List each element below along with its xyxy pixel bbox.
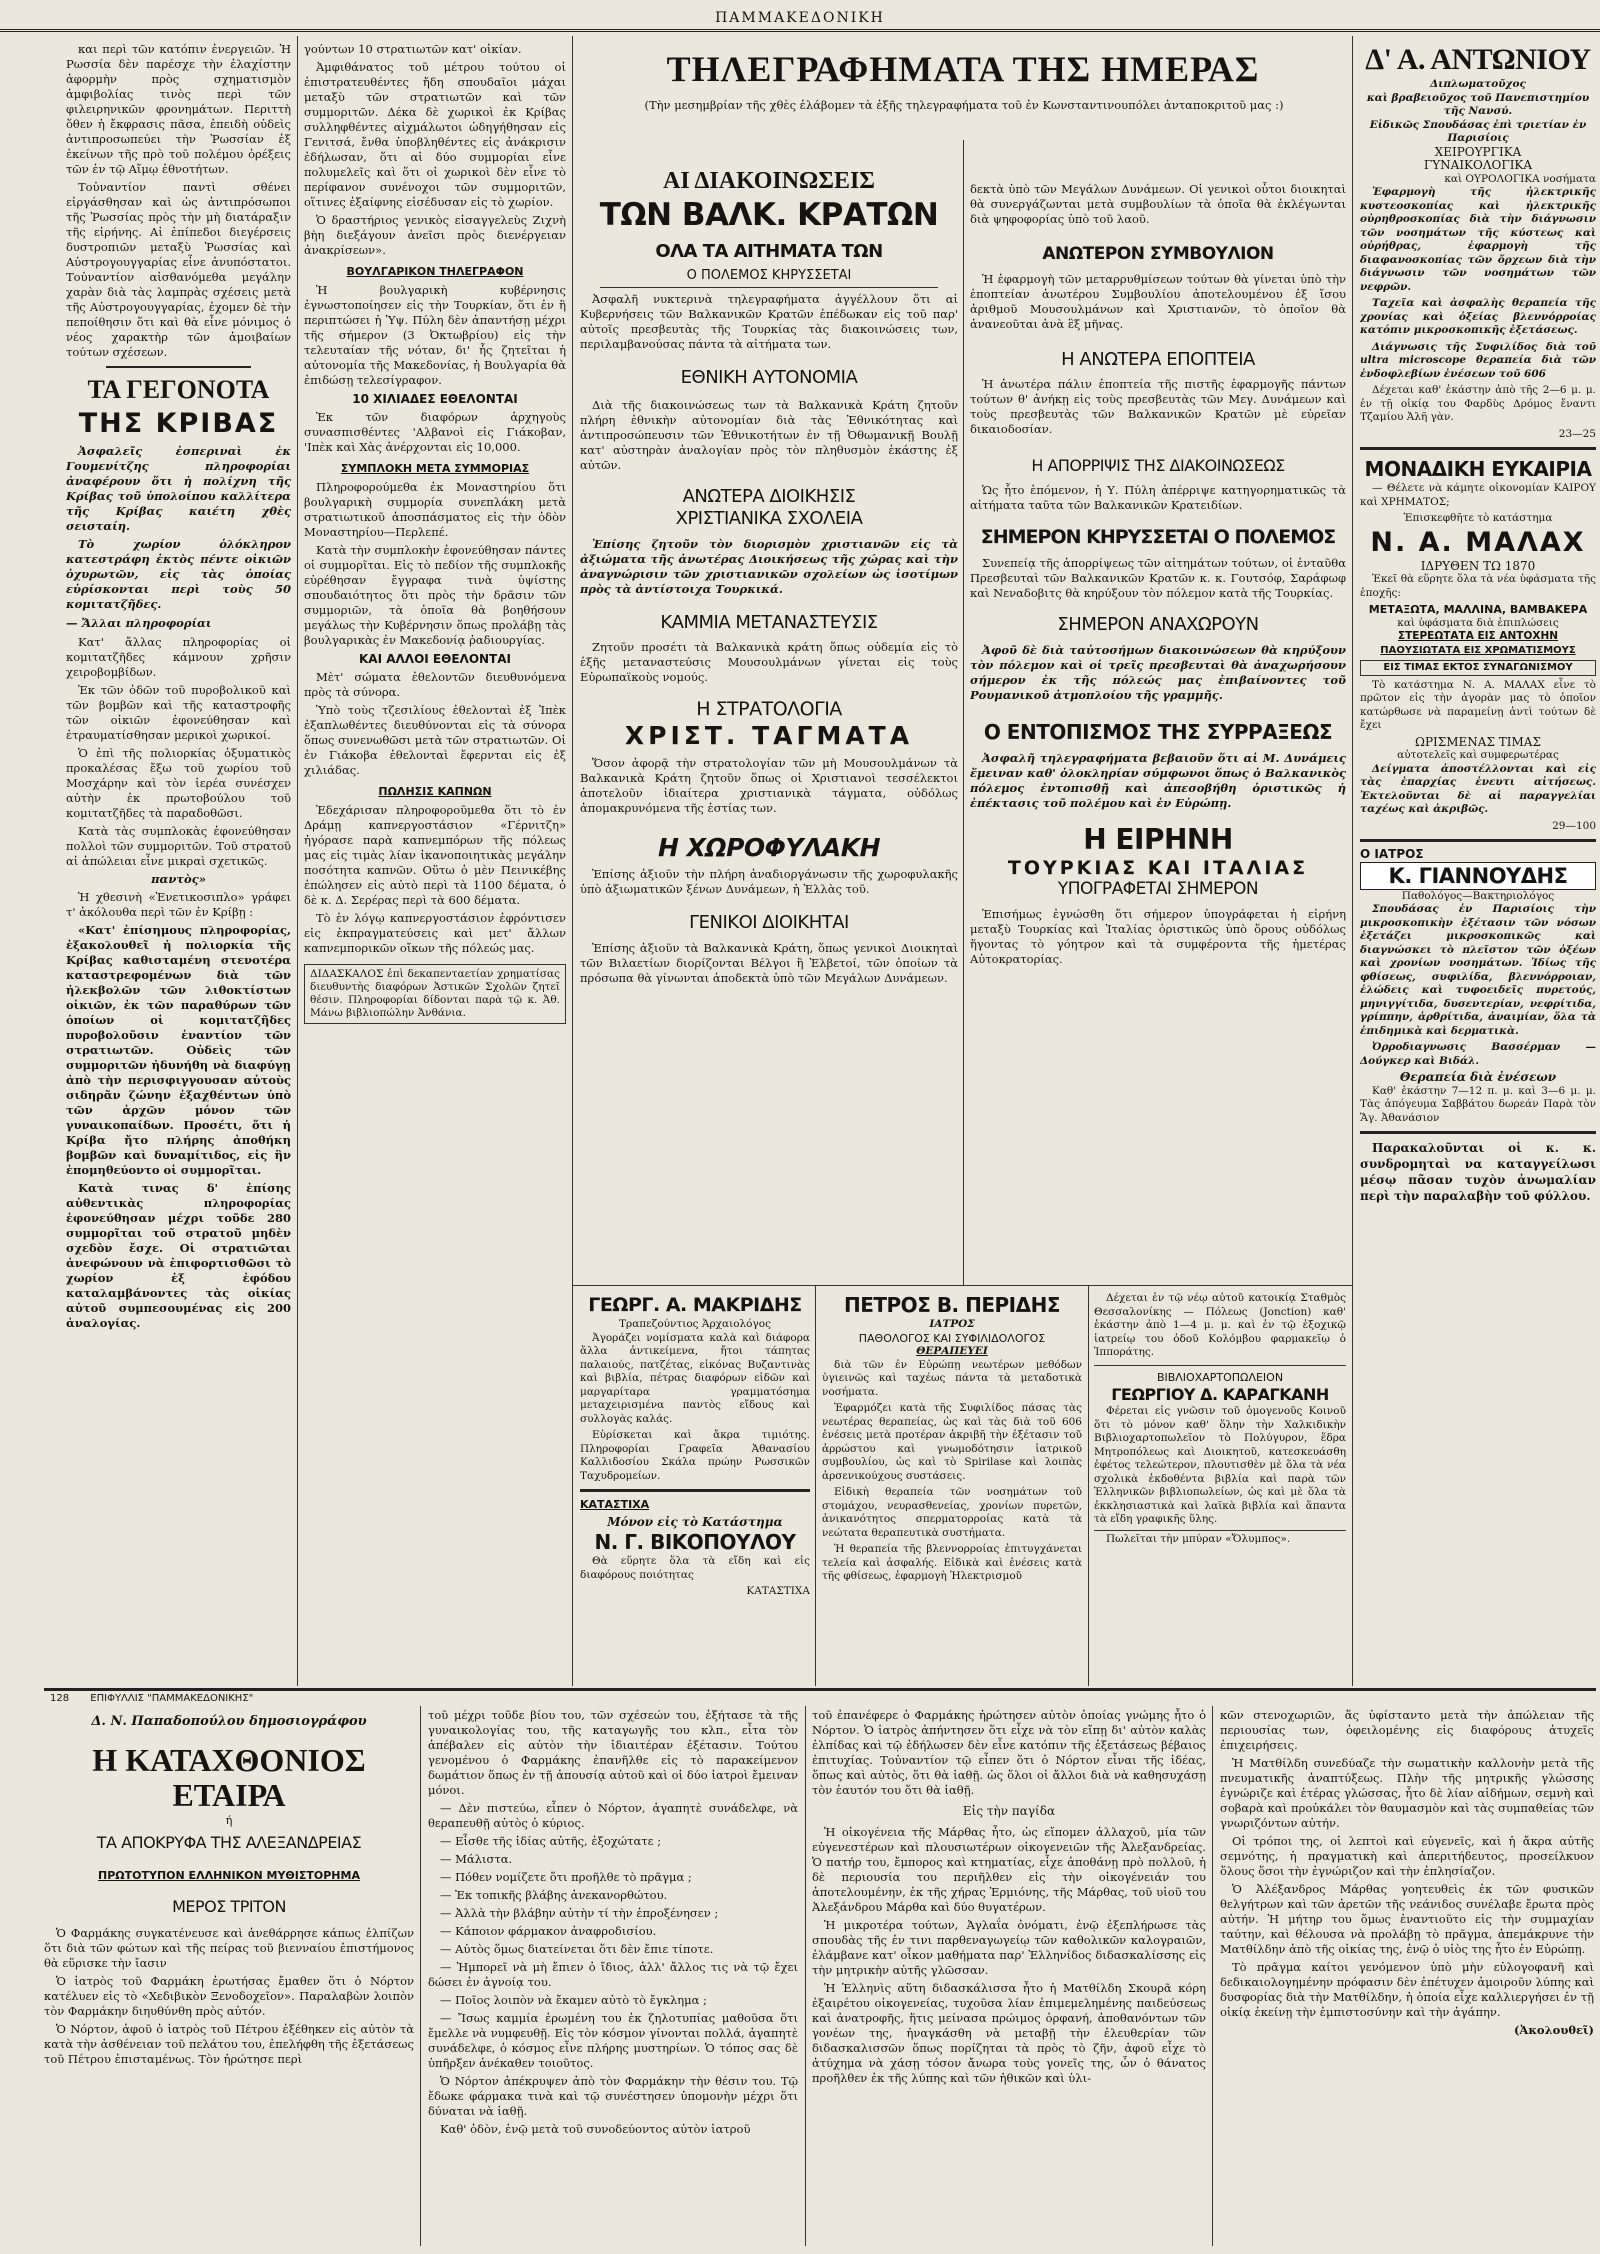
story-paragraph: Τὸ πρᾶγμα καίτοι γενόμενον ὑπὸ μὴν εὐλογοφανῆ καὶ δεδικαιολογημένην πρόφασιν δὲν ἐπέτυχεν ἁμοιροῦν λύπης καὶ δυσφορίας διὰ τὴν Ματθίλδην, ἡ ὁποία εἶχε καλλιεργήσει ἐν τῇ οἰκίᾳ ἐκείνῃ τὴν ἐμπιστοσύνην καὶ τὴν ἀγάπην. (1220, 1960, 1594, 2019)
article-paragraph: Κατὰ τὰς συμπλοκὰς ἐφονεύθησαν πολλοὶ τῶν συμμοριτῶν. Τοῦ στρατοῦ αἱ ἀπώλειαι εἶνε μικραὶ σχετικῶς. (66, 824, 291, 869)
ad-line: καὶ ΟΥΡΟΛΟΓΙΚΑ νοσήματα (1444, 172, 1596, 185)
story-dialogue: — Μάλιστα. (440, 1852, 513, 1866)
story-dialogue: — Ἠμπορεῖ νὰ μὴ ἔπιεν ὁ ἴδιος, ἀλλ' ἄλλος τις νὰ τῷ ἔχει δώσει ἐν ἀγνοίᾳ του. (428, 1960, 798, 1989)
ad-code: 23—25 (1558, 427, 1596, 440)
story-paragraph: Ὁ Νόρτον ἀπέκρυψεν ἀπὸ τὸν Φαρμάκην τὴν θέσιν του. Τῷ ἔδωκε φάρμακα τινὰ καὶ τῷ συνέστησεν ὑπομονὴν μέχρι ὅτι δύναται νὰ ἰαθῇ. (428, 2074, 798, 2118)
column-rule (963, 140, 964, 1285)
article-paragraph: και περὶ τῶν κατόπιν ἐνεργειῶν. Ἡ Ρωσσία δὲν παρέσχε τὴν ἐλαχίστην ἀφορμὴν πρὸς σχηματισμὸν ἀμφιβολίας τινὸς περὶ τῶν φιλειρηνικῶν φρονημάτων. Περιττὴ ὅθεν ἡ ἔκφρασις πᾶσα, ἐπειδὴ οὐδεὶς ἀντιπροσωπεύει τὴν Ῥωσσίαν ἐξ ἐκείνων τῆς πρὸ τοῦ πολέμου ὀρέξεις τῶν ἐν τῷ Αἴμῳ ἐθνοτήτων. (66, 42, 291, 176)
masthead (0, 8, 1600, 32)
article-paragraph: Ἐπίσης ζητοῦν τὸν διορισμὸν χριστιανῶν εἰς τὰ ἀξιώματα τῆς ἀνωτέρας Διοικήσεως τῆς χώρας καὶ τὴν ἀναγνώρισιν τῶν χριστιανικῶν σχολείων ὡς ἰσοτίμων πρὸς τὰ ἀντίστοιχα Τουρκικά. (580, 536, 958, 596)
masthead-title: ΠΑΜΜΑΚΕΔΟΝΙΚΗ (715, 10, 885, 26)
article-paragraph: Ἡ χθεσινὴ «Ἐνετικοσιπλο» γράφει τ' ἀκόλουθα περὶ τῶν ἐν Κρίβῃ : (66, 890, 291, 920)
article-paragraph: Ἡ βουλγαρικὴ κυβέρνησις ἐγνωστοποίησεν εἰς τὴν Τουρκίαν, ὅτι ἐν ἣ περιπτώσει ἡ Ὑψ. Πύλη δὲν ἀπαντήσῃ μέχρι τῆς σήμερον (3 Ὀκτωβρίου) εἰς τὴν τελευταίαν τῆς νόταν, δι' ἧς ζητεῖται ἡ αὐτονομία τῆς Μακεδονίας, ἡ Βουλγαρία θὰ ἐπιδώσῃ τελεσίγραφον. (304, 283, 566, 387)
article-paragraph: Ἐπίσης ἀξιοῦν τὴν πλήρη ἀναδιοργάνωσιν τῆς χωροφυλακῆς ὑπὸ ἀξιωματικῶν ξένων Δυνάμεων, ἡ Ἑλλὰς τοῦ. (580, 867, 958, 897)
continued-note: (Ἀκολουθεῖ) (1513, 2023, 1594, 2037)
column-rule (1212, 1706, 1213, 2246)
article-paragraph: Συνεπείᾳ τῆς ἀπορρίψεως τῶν αἰτημάτων τούτων, οἱ ἐνταῦθα Πρεσβευταὶ τῶν Βαλκανικῶν Κρατῶν κ. κ. Γουτσόφ, Σαράφωφ καὶ Νεναδοβιτς θὰ κηρύξουν τὸν πόλεμον κατὰ τῆς Τουρκίας. (970, 555, 1346, 600)
story-paragraph: τοῦ ἐπανέφερε ὁ Φαρμάκης ἠρώτησεν αὐτὸν ὁποίας γνώμης ἦτο ὁ Νόρτον. Ὁ ἰατρὸς ἀπήντησεν ὅτι εἶχε νὰ τὸν εἴπῃ δι' αὐτὸν καλὰς ἐλπίδας καὶ τῷ ἐδήλωσεν δὲν εἶνε κατόπιν τῆς ἐξετάσεως βέβαιος ἐπιτυχίας. Τοὐναντίον τῷ εἶπεν ὅτι ὁ Νόρτον εἶναι τῆς ἰδέας, ὅπως καὶ αὐτὸς, ὅτι θὰ ἰαθῇ. ὡς ὅλοι οἱ ἄλλοι διὰ νὰ καθησυχάσῃ τὸν ἑαυτόν του ὅτι θὰ ἰαθῇ. (812, 1708, 1206, 1797)
article-paragraph: Ἀσφαλῆ νυκτερινὰ τηλεγραφήματα ἀγγέλλουν ὅτι αἱ Κυβερνήσεις τῶν Βαλκανικῶν Κρατῶν ἐπέδωκαν εἰς τοῦ παρ' αὐτοῖς πρεσβευτὰς τῆς Τουρκίας τὰς διακοινώσεις των, περιλαμβανούσας πάντα τὰ αἰτήματα των. (580, 292, 958, 352)
story-dialogue: — Ἐκ τοπικῆς βλάβης ἀνεκανορθώτου. (440, 1888, 668, 1902)
ad-paragraph: Ἐκεῖ θὰ εὕρητε ὅλα τὰ νέα ὑφάσματα τῆς ἐποχῆς: (1360, 573, 1596, 599)
story-dialogue: — Πόθεν νομίζετε ὅτι προῆλθε τὸ πρᾶγμα ; (440, 1870, 692, 1884)
column-5-ads (1360, 42, 1596, 1682)
column-2 (304, 42, 566, 1682)
ad-heading: ΜΟΝΑΔΙΚΗ ΕΥΚΑΙΡΙΑ (1364, 457, 1592, 481)
ad-karagkani (1094, 1292, 1346, 1684)
ad-line: Εἰδικῶς Σπουδάσας ἐπὶ τριετίαν ἐν Παρισίοις (1369, 118, 1587, 144)
ad-heading: ΓΕΩΡΓ. Α. ΜΑΚΡΙΔΗΣ (588, 1294, 802, 1316)
serial-title: Η ΚΑΤΑΧΘΟΝΙΟΣ ΕΤΑΙΡΑ (92, 1742, 366, 1814)
article-paragraph: Ἐπίσης ἀξιοῦν τὰ Βαλκανικὰ Κράτη, ὅπως γενικοὶ Διοικηταὶ τῶν Βιλαετίων διορίζονται Βέλγοι ἢ Ἑλβετοί, τῶν ὁποίων τὰ πρόσωπα θὰ γίνωνται ἀποδεκτὰ ὑπὸ τῶν Μεγάλων Δυνάμεων. (580, 941, 958, 986)
column-rule (572, 36, 573, 1686)
article-paragraph: Τὸ ἐν λόγῳ καπνεργοστάσιον ἐφρόντισεν εἰς ἐκπραγματεύσεις καὶ μετ' ἄλλων καπνεμπορικῶν οἴκων τῆς πόλεώς μας. (304, 911, 566, 955)
headline: ΤΩΝ ΒΑΛΚ. ΚΡΑΤΩΝ (599, 197, 939, 234)
story-paragraph: Ὁ Φαρμάκης συγκατένευσε καὶ ἀνεθάρρησε κάπως ἐλπίζων ὅτι διὰ τῶν φώτων καὶ τῆς πείρας τοῦ βιενναίου ἐπιστήμονος θὰ εὕρισκε τὴν ἴασιν (44, 1925, 414, 1970)
feuilleton-col-2 (428, 1708, 798, 2248)
article-paragraph: Κατὰ τὴν συμπλοκὴν ἐφονεύθησαν πάντες οἱ συμμορῖται. Εἰς τὸ πεδίον τῆς συμπλοκῆς εὑρέθησαν ἔγγραφα τινὰ ὑψίστης σπουδαιότητος ὅτι πρὸς τὴν δρᾶσιν τῶν συμμοριῶν, τὰ ὁποῖα θὰ βοηθήσουν μεγάλως τὴν Κυβέρνησιν ὅπως προλάβῃ τὰς βουλγαρικὰς ἐν Μακεδονίᾳ ῥαδιουργίας. (304, 543, 566, 647)
ad-line: ΧΕΙΡΟΥΡΓΙΚΑ (1434, 144, 1522, 159)
ad-paragraph: Ἡ θεραπεία τῆς βλεννορροίας ἐπιτυγχάνεται τελεία καὶ ἀσφαλής. Εἰδικὰ καὶ ἐνέσεις κατὰ τῆς φθίσεως, ἐφαρμογὴ Ἠλεκτρισμοῦ (822, 1543, 1082, 1582)
ad-paragraph: Πωλεῖται τὴν μπύραν «Ὄλυμπος». (1094, 1530, 1346, 1547)
ad-paragraph: Διάγνωσις τῆς Συφιλίδος διὰ τοῦ ultra microscope θεραπεία διὰ τῶν ἐνδοφλεβίων ἐνέσεων τοῦ 606 (1360, 340, 1596, 380)
ad-code: 29—100 (1552, 819, 1596, 832)
ad-line: ΒΙΒΛΙΟΧΑΡΤΟΠΩΛΕΙΟΝ (1156, 1370, 1284, 1384)
feuilleton-title-label: ΕΠΙΦΥΛΛΙΣ "ΠΑΜΜΑΚΕΔΟΝΙΚΗΣ" (90, 1693, 254, 1704)
ad-line: Τραπεζούντιος Ἀρχαιολόγος (619, 1318, 771, 1330)
ad-paragraph: Ἐφαρμόζει κατὰ τῆς Συφιλίδος πάσας τὰς νεωτέρας θεραπείας, ὡς καὶ τὰς διὰ τοῦ 606 ἐνέσεις μετὰ προτέραν ἀκριβῆ τὴν ἐξέτασιν τοῦ ἀρρώστου καὶ γνωμοδότησιν ἰατρικοῦ συμβουλίου, ὡς καὶ τὸ Spirilase καὶ λοιπὰς ἀρσενικούχους συστάσεις. (822, 1402, 1082, 1482)
ad-heading: ΚΑΤΑΣΤΙΧΑ (580, 1498, 650, 1511)
column-rule (297, 36, 298, 1686)
feuilleton-label (50, 1693, 470, 1704)
ad-line: ΙΑΤΡΟΣ (929, 1318, 975, 1330)
article-paragraph: Ἀφοῦ δὲ διὰ ταὐτοσήμων διακοινώσεων θὰ κηρύξουν τὸν πόλεμον καὶ οἱ τρεῖς πρεσβευταὶ θὰ ἀναχωρήσουν σήμερον ἐκ τῆς πόλεώς μας ἐπιβαίνοντες τοῦ Ρουμανικοῦ ἀτμοπλοίου τῆς γραμμῆς. (970, 642, 1346, 702)
article-paragraph: δεκτὰ ὑπὸ τῶν Μεγάλων Δυνάμεων. Οἱ γενικοὶ οὗτοι διοικηταὶ θὰ συνεργάζωνται μετὰ συμβουλίων τὰ ὁποῖα θὰ ἐκλέγωνται διὰ ψηφοφορίας ὑπὸ τοῦ λαοῦ. (970, 182, 1346, 226)
article-paragraph: Ἐδεχάρισαν πληροφοροῦμεθα ὅτι τὸ ἐν Δράμῃ καπνεργοστάσιον «Γέρνιτζη» ἠγόρασε παρὰ καπνεμπόρων τῆς πόλεως μας εἰς τιμὰς λίαν ἱκανοποιητικὰς μεγάλην ποσότητα καπνῶν. Οὕτω ὁ μὲν Πεινικέβης ἐπώλησεν εἰς αὐτὸ περὶ τὰ 1100 δέματα, ὁ δὲ κ. Δ. Σερέρας περὶ τὰ 600 δέματα. (304, 803, 566, 907)
ad-line: ΣΤΕΡΕΩΤΑΤΑ ΕΙΣ ΑΝΤΟΧΗΝ (1397, 630, 1559, 642)
article-paragraph: Πληροφορούμεθα ἐκ Μοναστηρίου ὅτι βουλγαρικὴ συμμορία συνεπλάκη μετὰ στρατιωτικοῦ ἀποσπάσματος εἰς τὴν ὁδὸν Μοναστηρίου—Περλεπέ. (304, 480, 566, 539)
story-dialogue: — Ἴσως καμμία ἐρωμένη του ἐκ ζηλοτυπίας μαθοῦσα ὅτι ἔμελλε νὰ νυμφευθῇ. Εἰς τὸν κόσμον γίνονται πολλά, ἀγαπητὲ συνάδελφε, ὁ κόσμος εἶνε πλήρης μυστηρίων. Ὁ τόπος σας δὲ ὑπῆρξεν ἀνέκαθεν τοιοῦτος. (428, 2011, 798, 2070)
ad-line: ΘΕΡΑΠΕΥΕΙ (916, 1345, 988, 1357)
ad-paragraph: Καθ' ἑκάστην 7—12 π. μ. καὶ 3—6 μ. μ. Τὰς ἀπόγευμα Σαββάτου δωρεάν Παρὰ τὸν Ἅγ. Ἀθανάσιον (1360, 1084, 1596, 1124)
classified-ad (304, 964, 566, 1024)
feuilleton-rule (44, 1688, 1596, 1691)
article-paragraph: Ὅσον ἀφορᾷ τὴν στρατολογίαν τῶν μὴ Μουσουλμάνων τὰ Βαλκανικὰ Κράτη ζητοῦν ὅπως οἱ Χριστιανοὶ τεσσέλεκτοι ἀποτελοῦν ἰδιαίτερα χριστιανικὰ τάγματα, οὐδόλως ἀπομακρυνόμενα τῆς ἑστίας των. (580, 755, 958, 815)
ad-heading: Ν. Α. ΜΑΛΑΧ (1370, 526, 1586, 558)
article-lead: Ἀσφαλεῖς ἐσπεριναὶ ἐκ Γουμενίτζης πληροφορίαι ἀναφέρουν ὅτι ἡ πολίχνη τῆς Κρίβας τοῦ ὑπολοίπου καλλίτερα τῆς Κρίβας καιέτη χθὲς σεισταίη. (66, 444, 291, 534)
telegram-banner (580, 44, 1346, 94)
feuilleton-col-1 (44, 1708, 414, 2248)
serial-subtitle: ΤΑ ΑΠΟΚΡΥΦΑ ΤΗΣ ΑΛΕΞΑΝΔΡΕΙΑΣ (96, 1833, 362, 1853)
headline: Ο ΠΟΛΕΜΟΣ ΚΗΡΥΣΣΕΤΑΙ (686, 268, 852, 284)
article-paragraph: Τὸ χωρίον ὁλόκληρον κατεστράφη ἐκτὸς πέντε οἰκιῶν ὀχυρωτῶν, εἰς τὰς ὁποίας εὑρίσκονται περὶ τοὺς 50 κομιτατζῆδες. (66, 537, 291, 612)
story-dialogue: — Δὲν πιστεύω, εἶπεν ὁ Νόρτον, ἀγαπητὲ συνάδελφε, νὰ θεραπευθῇ αὐτὸς ὁ κύριος. (428, 1801, 798, 1830)
column-3 (580, 142, 958, 1282)
column-rule (815, 1285, 816, 1686)
headline: ΑΝΩΤΕΡΟΝ ΣΥΜΒΟΥΛΙΟΝ (1042, 244, 1274, 264)
article-paragraph: Ἐκ τῶν ὀδῶν τοῦ πυροβολικοῦ καὶ τῶν βομβῶν καὶ τῆς καταστροφῆς τῶν οἰκιῶν ἐφονεύθησαν καὶ ἐτραυματίσθησαν μερικοὶ χωρικοί. (66, 683, 291, 743)
divider (106, 366, 251, 368)
ad-paragraph: διὰ τῶν ἐν Εὐρώπῃ νεωτέρων μεθόδων ὑγιεινῶς καὶ ταχέως πάντα τὰ μεταδοτικὰ νοσήματα. (822, 1358, 1082, 1398)
ad-paragraph: Τὸ κατάστημα Ν. Α. ΜΑΛΑΧ εἶνε τὸ πρῶτον εἰς τὴν ἀγορὰν μας τὸ ὁποῖον κατώρθωσε νὰ παραμείνῃ ἀντὶ τούτων δὲ ἔχει (1360, 678, 1596, 731)
headline: ΣΗΜΕΡΟΝ ΑΝΑΧΩΡΟΥΝ (1057, 613, 1259, 635)
serial-subtitle: ή (225, 1814, 233, 1828)
notice: Παρακαλοῦνται οἱ κ. κ. συνδρομηταὶ να καταγγείλωσι μέσῳ πᾶσαν τυχὸν ἀνωμαλίαν περὶ τὴν παραλαβὴν τοῦ φύλλου. (1360, 1141, 1596, 1203)
section-rule (572, 1285, 1352, 1286)
story-paragraph: Ἡ μικροτέρα τούτων, Ἀγλαΐα ὀνόματι, ἐνῷ ἐξεπλήρωσε τὰς σπουδὰς τῆς ἐν τινι παρθεναγωγείῳ τῶν καθολικῶν καλογραιῶν, ἐλάμβανε κατ' οἶκον μαθήματα παρ' Ἑλληνίδος διδασκαλίσσης εἰς τὴν μητρικὴν αὐτῆς γλῶσσαν. (812, 1918, 1206, 1977)
ad-paragraph: Δέχεται καθ' ἑκάστην ἀπὸ τῆς 2—6 μ. μ. ἐν τῇ οἰκίᾳ του Φαρδὺς Δρόμος ἔναντι Τζαμίου Ἀλῆ γὰν. (1360, 384, 1596, 423)
divider (600, 287, 938, 288)
headline: ΓΕΝΙΚΟΙ ΔΙΟΙΚΗΤΑΙ (689, 912, 849, 934)
ad-paragraph: Φέρεται εἰς γνῶσιν τοῦ ὁμογενοῦς Κοινοῦ ὅτι τὸ μόνον καθ' ὅλην τὴν Χαλκιδικὴν Βιβλιοχαρτοπωλεῖον τὸ Πολύγυρον, ἕδρα Μητροπόλεως καὶ Διοικητοῦ, κατεσκευάσθη ἐφέτος τελεώτερον, πλουτισθὲν μὲ ὅλα τὰ νέα σχολικὰ ἐκδοθέντα βιβλία καὶ παρὰ τῶν Ἑλληνικῶν βιβλιοπωλείων, ὡς καὶ μὲ ὅλα τὰ ἐκκλησιαστικὰ καὶ λαϊκὰ βιβλία καὶ ἅπαντα τὰ εἴδη γραφικῆς ὕλης. (1094, 1405, 1346, 1525)
story-paragraph: Ὁ Ἀλέξανδρος Μάρθας γοητευθεὶς ἐκ τῶν φυσικῶν θελγήτρων καὶ τῶν ἀρετῶν τῆς νεάνιδος συνέλαβε ἔρωτα πρὸς αὐτήν. Ἡ μήτηρ του ὅμως ἐναντιοῦτο εἰς τὴν συμμαχίαν ταύτην, καὶ θέλουσα νὰ προλάβῃ τὸ πρᾶγμα, ἀπεμάκρυνε τὴν Ματθίλδην ἀπὸ τῆς οἰκίας της, ἐνῷ ὁ υἱὸς της ἦτο ἐν Εὐρώπῃ. (1220, 1882, 1594, 1956)
headline: ΣΥΜΠΛΟΚΗ ΜΕΤΑ ΣΥΜΜΟΡΙΑΣ (340, 462, 530, 475)
article-paragraph: Διὰ τῆς διακοινώσεως των τὰ Βαλκανικὰ Κράτη ζητοῦν πλήρη ἐθνικὴν αὐτονομίαν διὰ τὰς Ἐθνικότητας καὶ ἀντιπροσώπευσιν τῶν Ἐθνικοτήτων ἐν τῇ Ὀθωμανικῇ Βουλῇ κατ' αὐστηρὰν ἀναλογίαν πρὸς τὸν πληθυσμὸν ἑκάστης ἐξ αὐτῶν. (580, 398, 958, 473)
divider (1360, 447, 1596, 450)
article-paragraph: Ὁ ἐπὶ τῆς πολιορκίας ὀξυματικὸς προκαλέσας ἔξω τοῦ χωρίου τοῦ Μοσχάρην καὶ τὸν ἱερέα συνέσχεν αὐτὴν ἐκ πρωτοβούλου τοῦ κομιτατζῆδες τὰ παραδοθῶσι. (66, 746, 291, 821)
ad-line: Διπλωματοῦχος (1430, 78, 1526, 90)
ad-paragraph: Ταχεῖα καὶ ἀσφαλὴς θεραπεία τῆς χρονίας καὶ ὀξείας βλεννόρροίας κατόπιν μικροσκοπικῆς ἐξετάσεως. (1360, 297, 1596, 336)
ad-paragraph: Θὰ εὕρητε ὅλα τὰ εἴδη καὶ εἰς διαφόρους ποιότητας (580, 1555, 810, 1581)
headline: 10 ΧΙΛΙΑΔΕΣ ΕΘΕΛΟΝΤΑΙ (352, 392, 518, 406)
article-paragraph: Ἡ ἀνωτέρα πάλιν ἐποπτεία τῆς πιστῆς ἐφαρμογῆς πάντων τούτων θ' ἀνήκῃ εἰς τοὺς πρεσβευτὰς τῶν Μεγ. Δυνάμεων καὶ τοὺς πρεσβευτὰς τῶν Βαλκανικῶν Κρατῶν μὲ εὐρεῖαν δικαιοδοσίαν. (970, 377, 1346, 437)
author-line: Δ. Ν. Παπαδοπούλου δημοσιογράφου (91, 1714, 367, 1729)
ad-line: ΠΑΟΥΣΙΩΤΑΤΑ ΕΙΣ ΧΡΩΜΑΤΙΣΜΟΥΣ (1380, 644, 1576, 656)
ad-heading: Κ. ΓΙΑΝΝΟΥΔΗΣ (1360, 862, 1596, 890)
headline: ΟΛΑ ΤΑ ΑΙΤΗΜΑΤΑ ΤΩΝ (655, 241, 883, 263)
column-4 (970, 142, 1346, 1282)
feuilleton-col-4 (1220, 1708, 1594, 2248)
headline: Η ΧΩΡΟΦΥΛΑΚΗ (657, 832, 881, 862)
ad-line: αὐτοτελεῖς καὶ συμφερωτέρας (1397, 749, 1559, 761)
article-paragraph: Ἐκ τῶν διαφόρων ἀρχηγοὺς συνασπισθέντες 'Αλβανοὶ εἰς Γιάκοβαν, 'Ιπὲκ καὶ Χὰς ἀνέρχονται εἰς 10,000. (304, 410, 566, 454)
divider (1094, 1365, 1346, 1366)
headline: Η ΕΙΡΗΝΗ (1083, 822, 1233, 856)
article-paragraph: γούντων 10 στρατιωτῶν κατ' οἰκίαν. (304, 42, 522, 56)
ad-line: ΠΑΘΟΛΟΓΟΣ ΚΑΙ ΣΥΦΙΛΙΔΟΛΟΓΟΣ (858, 1331, 1046, 1345)
chapter-heading: Εἰς τὴν παγίδα (962, 1804, 1056, 1818)
ad-line: ΚΑΤΑΣΤΙΧΑ (746, 1585, 810, 1597)
story-dialogue: — Αὐτὸς ὅμως διατείνεται ὅτι δὲν ἔπιε τίποτε. (440, 1942, 714, 1956)
article-paragraph: Ἡ ἐφαρμογὴ τῶν μεταρρυθμίσεων τούτων θὰ γίνεται ὑπὸ τὴν ἐποπτείαν ἀνωτέρου Συμβουλίου ἀποτελουμένου ἐξ ἴσου ἀριθμοῦ Μουσουλμάνων καὶ Χριστιανῶν, τὸ ὁποῖον θὰ ἀνανεοῦται ἀνὰ ἓξ μῆνας. (970, 271, 1346, 331)
column-rule (1352, 36, 1353, 1686)
article-paragraph: Ἐπισήμως ἐγνώσθη ὅτι σήμερον ὑπογράφεται ἡ εἰρήνη μεταξὺ Τουρκίας καὶ Ἰταλίας ὁριστικῶς ὑπὸ ὅρους οὐδόλως ἥγοντας τὸ γόητρον καὶ τὰ συμφέροντα τῆς ἡμετέρας Αὐτοκρατορίας. (970, 907, 1346, 967)
headline: Η ΑΝΩΤΕΡΑ ΕΠΟΠΤΕΙΑ (1061, 348, 1255, 370)
story-dialogue: — Ποῖος λοιπὸν νὰ ἔκαμεν αὐτὸ τὸ ἔγκλημα ; (440, 1993, 707, 2007)
headline: ΧΡΙΣΤ. ΤΑΓΜΑΤΑ (624, 721, 914, 751)
headline: ΑΙ ΔΙΑΚΟΙΝΩΣΕΙΣ (663, 168, 875, 194)
article-paragraph: Μὲτ' σώματα ἐθελοντῶν διευθυνόμενα πρὸς τὰ σύνορα. (304, 670, 566, 699)
story-paragraph: κῶν στενοχωριῶν, ἅς ὑφίσταντο μετὰ τὴν ἀπώλειαν τῆς περιουσίας των, ὀφειλομένης εἰς διαφόρους ἀτυχεῖς ἐπιχειρήσεις. (1220, 1708, 1594, 1752)
story-paragraph: Καθ' ὁδὸν, ἐνῷ μετὰ τοῦ συνοδεύοντος αὐτὸν ἰατροῦ (440, 2122, 751, 2136)
article-paragraph: Κατ' ἄλλας πληροφορίας οἱ κομιτατζῆδες κάμνουν χρῆσιν χειροβομβίδων. (66, 635, 291, 680)
article-paragraph: Ὡς ἦτο ἑπόμενον, ἡ Υ. Πύλη ἀπέρριψε κατηγορηματικῶς τὰ αἰτήματα ταῦτα τῶν Βαλκανικῶν Κρατειδίων. (970, 483, 1346, 513)
divider (1360, 839, 1596, 842)
ad-peridis (822, 1292, 1082, 1684)
article-paragraph: Κατὰ τινας δ' ἐπίσης αὐθεντικὰς πληροφορίας ἐφονεύθησαν μέχρι τοῦδε 280 συμμορῖται τοῦ στρατοῦ μηδὲν σχεδὸν ἔσχε. Οἱ στρατιῶται ἀνεφώνουν νὰ ἐπιφορτισθῶσι τὸ χωρίον ἐξ ἐφόδου καταλαμβάνοντες τὰς οἰκίας αὐτοῦ συμπεσουμένας εἰς 200 ἀναλογίας. (66, 1181, 291, 1331)
headline: Η ΑΠΟΡΡΙΨΙΣ ΤΗΣ ΔΙΑΚΟΙΝΩΣΕΩΣ (1031, 456, 1285, 476)
article-paragraph: Ὁ δραστήριος γενικὸς εἰσαγγελεὺς Ζιχνὴ βὴη διεξάγουν ἀνεῖσι πρὸς διενέργειαν ἀνακρίσεων». (304, 213, 566, 257)
ad-line: ΕΙΣ ΤΙΜΑΣ ΕΚΤΟΣ ΣΥΝΑΓΩΝΙΣΜΟΥ (1360, 660, 1596, 676)
article-paragraph: Ζητοῦν προσέτι τὰ Βαλκανικὰ κράτη ὅπως οὐδεμία εἰς τὸ ἑξῆς μεταναστεύσις Μουσουλμάνων γίνεται εἰς τοὺς Εὐρωπαϊκοὺς νομούς. (580, 640, 958, 685)
ad-line: ΙΔΡΥΘΕΝ ΤΩ 1870 (1420, 558, 1536, 573)
story-dialogue: — Κάποιον φάρμακον ἀναφροδισίου. (440, 1924, 657, 1938)
ad-line: ΜΕΤΑΞΩΤΑ, ΜΑΛΛΙΝΑ, ΒΑΜΒΑΚΕΡΑ (1368, 603, 1588, 616)
banner-title: ΤΗΛΕΓΡΑΦΗΜΑΤΑ ΤΗΣ ΗΜΕΡΑΣ (666, 49, 1260, 89)
ad-paragraph: Εὑρίσκεται καὶ ἄκρα τιμιότης. Πληροφορίαι Γραφεῖα Ἀθανασίου Καλλιδοσίου Σκάλα πρώην Ρωσσικῶν Ταχυδρομείων. (580, 1429, 810, 1482)
divider (1360, 1131, 1596, 1134)
ad-line: καὶ ὑφάσματα διὰ ἐπιπλώσεις (1397, 616, 1559, 629)
headline: ΣΗΜΕΡΟΝ ΚΗΡΥΣΣΕΤΑΙ Ο ΠΟΛΕΜΟΣ (980, 526, 1336, 549)
ad-heading: ΓΕΩΡΓΙΟΥ Δ. ΚΑΡΑΓΚΑΝΗ (1111, 1385, 1329, 1404)
ad-heading: ΠΕΤΡΟΣ Β. ΠΕΡΙΔΗΣ (843, 1293, 1060, 1317)
ad-paragraph: Δείγματα ἀποστέλλονται καὶ εἰς τὰς ἐπαρχίας ἐνευτι αἰτήσεως. Ἐκτελοῦνται δὲ αἱ παραγγελίαι ταχέως καὶ ἀκριβῶς. (1360, 762, 1596, 815)
feuilleton-col-3 (812, 1708, 1206, 2248)
headline: ΤΗΣ ΚΡΙΒΑΣ (78, 407, 279, 439)
column-rule (805, 1706, 806, 2246)
subheading: — Ἄλλαι πληροφορίαι (66, 616, 212, 631)
headline: ΚΑΙ ΑΛΛΟΙ ΕΘΕΛΟΝΤΑΙ (359, 652, 511, 666)
ad-line: καὶ βραβειοῦχος τοῦ Πανεπιστημίου τῆς Νανσύ. (1366, 91, 1590, 117)
serial-genre: ΠΡΩΤΟΤΥΠΟΝ ΕΛΛΗΝΙΚΟΝ ΜΥΘΙΣΤΟΡΗΜΑ (98, 1868, 360, 1882)
serial-part: ΜΕΡΟΣ ΤΡΙΤΟΝ (172, 1897, 286, 1917)
ad-line: Παθολόγος—Βακτηριολόγος (1401, 889, 1555, 902)
headline: ΥΠΟΓΡΑΦΕΤΑΙ ΣΗΜΕΡΟΝ (1057, 879, 1259, 900)
headline: ΕΘΝΙΚΗ ΑΥΤΟΝΟΜΙΑ (680, 367, 858, 389)
story-paragraph: Ἡ οἰκογένεια τῆς Μάρθας ἦτο, ὡς εἴπομεν ἀλλαχοῦ, μία τῶν εὐγενεστέρων καὶ πλουσιωτέρων οἰκογενειῶν τῆς Ἀλεξανδρείας. Ὁ πατήρ του, ἔμπορος καὶ κτηματίας, εἶχε ἀποθάνῃ πρὸ πολλοῦ, ἡ δὲ περιουσία του περιῆλθεν εἰς τὴν οἰκογένειάν του ἀποτελουμένην, ἐκ τῆς χήρας Ἐρμιόνης, τῆς Μάρθας, τοῦ υἱοῦ του Ἀλεξάνδρου Μάρθα καὶ δύο θυγατέρων. (812, 1825, 1206, 1914)
story-dialogue: — Εἶσθε τῆς ἰδίας αὐτῆς, ἐξοχώτατε ; (440, 1834, 662, 1848)
article-paragraph: Ὑπὸ τοὺς τζεσιλίους ἐθελονταὶ ἐξ Ἰπὲκ ἐξαπλωθέντες διευθύνονται εἰς τὰ σύνορα ὅπως συνενωθῶσι μετὰ τῶν στρατιωτῶν. Οἱ ἐν Γιάκοβα ἐθελονταὶ ἔφερνται εἰς ἐξ χιλιάδας. (304, 703, 566, 777)
headline: ΤΟΥΡΚΙΑΣ ΚΑΙ ΙΤΑΛΙΑΣ (1007, 856, 1309, 879)
ad-heading: Δ' Α. ΑΝΤΩΝΙΟΥ (1365, 43, 1591, 76)
ad-line: Θεραπεία διὰ ἐνέσεων (1399, 1070, 1557, 1084)
headline: ΠΩΛΗΣΙΣ ΚΑΠΝΩΝ (378, 785, 492, 798)
story-dialogue: — Ἀλλὰ τὴν βλάβην αὐτὴν τί τὴν ἐπροξένησεν ; (440, 1906, 719, 1920)
ad-paragraph: Ἀγοράζει νομίσματα καλὰ καὶ διάφορα ἄλλα ἀντικείμενα, ἤτοι τάπητας παλαιούς, πατζέτας, εἰκόνας Βυζαντινὰς καὶ βιβλία, πέτρας διαφόρων εἰδῶν καὶ μαργαρίταρα γραμματόσημα μεταχειρισμένα παντὸς εἴδους καὶ συλλογὰς καλάς. (580, 1331, 810, 1425)
column-rule (1088, 1285, 1089, 1686)
headline: ΑΝΩΤΕΡΑ ΔΙΟΙΚΗΣΙΣ (682, 486, 856, 508)
ad-paragraph: Δέχεται ἐν τῷ νέῳ αὐτοῦ κατοικίᾳ Σταθμὸς Θεσσαλονίκης — Πόλεως (Jonction) καθ' ἑκάστην ἀπὸ 1—4 μ. μ. καὶ ἐν τῷ ἐξοχικῷ ἰατρείῳ του ὁδοῦ Κολόμβου φαρμακεῖῳ ὁ Ἱπποράτης. (1094, 1292, 1346, 1358)
ad-paragraph: Ἐφαρμογὴ τῆς ἠλεκτρικῆς κυστεοσκοπίας καὶ ἠλεκτρικῆς οὐρηθροσκοπίας διὰ τὴν διάγνωσιν τῶν νοσημάτων τῆς κύστεως καὶ οὐρήθρας, ἐφαρμογὴ τῆς διαφανοσκοπίας τῶν ὄρχεων διὰ τὴν διάγνωσιν τῶν νοσημάτων τῶν νεφρῶν. (1360, 186, 1596, 293)
headline: ΒΟΥΛΓΑΡΙΚΟΝ ΤΗΛΕΓΡΑΦΟΝ (346, 265, 524, 278)
ad-text: ΔΙΔΑΣΚΑΛΟΣ ἐπὶ δεκαπενταετίαν χρηματίσας διευθυντὴς διαφόρων Ἀστικῶν Σχολῶν ζητεῖ θέσιν. Πληροφορίαι δίδονται παρὰ τῷ κ. Ἀθ. Μάνω βιβλιοπώλην Ἀνθάνια. (310, 968, 560, 1019)
page-number: 128 (50, 1693, 70, 1704)
ad-paragraph: Εἰδικὴ θεραπεία τῶν νοσημάτων τοῦ στομάχου, νευρασθενείας, χρονίων πυρετῶν, ἀνικανότητος σπερματορροίας κατὰ τὰ νεώτατα θεραπευτικὰ συστήματα. (822, 1486, 1082, 1539)
ad-heading: Ν. Γ. ΒΙΚΟΠΟΥΛΟΥ (594, 1530, 796, 1554)
divider (580, 1489, 810, 1492)
column-rule (420, 1706, 421, 2246)
ad-line: Μόνον εἰς τὸ Κατάστημα (607, 1514, 783, 1529)
story-paragraph: Ὁ Νόρτον, ἀφοῦ ὁ ἰατρὸς τοῦ Πέτρου ἐξέθηκεν εἰς αὐτὸν τὰ κατὰ τὴν ἀσθένειαν τοῦ πελάτου του, ἐπελήφθη τῆς ἐξετάσεως τοῦ Πέτρου ἐπισταμένως. Τὸν ἠρώτησε περὶ (44, 2021, 414, 2066)
article-paragraph: Τοὐναντίον παντὶ σθένει εἰργάσθησαν καὶ ὡς ἀντιπρόσωποι τῆς Ῥωσσίας πρὸς τὴν μὴ διατάραξιν τῆς εἰρήνης. Αἱ ἐπίπεδοι διεγέρσεις δυστροπιῶν μεταξὺ Ῥωσσίας καὶ Αὐστρογουγγαρίας εἶνε ἀνυπόστατοι. Τοὐναντίον αἰσθανόμεθα μεγάλην χαρὰν διὰ τὰς λαμπρὰς σχέσεις μετὰ τῆς Αὐστρογουγγαρίας, ἐχομεν δὲ τὴν πεποίθησιν ὅτι καὶ θὰ εἶνε μόνιμος ὁ νέος χαρακτὴρ τῶν ἀμοιβαίων τούτων σχέσεων. (66, 180, 291, 359)
ad-paragraph: — Θέλετε νὰ κάμητε οἰκονομίαν ΚΑΙΡΟΥ καὶ ΧΡΗΜΑΤΟΣ; (1360, 482, 1596, 508)
headline: Ο ΕΝΤΟΠΙΣΜΟΣ ΤΗΣ ΣΥΡΡΑΞΕΩΣ (983, 719, 1333, 744)
ad-line: ΓΥΝΑΙΚΟΛΟΓΙΚΑ (1423, 158, 1533, 172)
headline: ΧΡΙΣΤΙΑΝΙΚΑ ΣΧΟΛΕΙΑ (675, 507, 863, 529)
telegram-intro: (Τὴν μεσημβρίαν τῆς χθὲς ἐλάβομεν τὰ ἐξῆς τηλεγραφήματα τοῦ ἐν Κωνσταντινουπόλει ἀνταποκριτοῦ μας :) (644, 98, 1284, 112)
column-1 (66, 42, 291, 1682)
ad-line: ΩΡΙΣΜΕΝΑΣ ΤΙΜΑΣ (1415, 734, 1541, 749)
subheading: παντὸς» (151, 872, 206, 887)
article-paragraph: Ἀμφιθάνατος τοῦ μέτρου τούτου οἱ ἐπιστρατευθέντες ἤδη σπουδαῖοι μάχαι μεταξὺ τῶν στρατιωτῶν καὶ τῶν συμμοριτῶν. Δέκα δὲ χωρικοὶ ἐκ Κρίβας συλληφθέντες αἰχμάλωτοι ὡδηγήθησαν εἰς Γενιτσά, ἔνθα ὑποβληθέντες εἰς ἀνάκρισιν ἐδήλωσαν, ὅτι αἱ δύο συμμορίαι εἶνε πολυμελεῖς καὶ ὅτι οἱ χωρικοὶ δὲν εἶνε τὸ περίφανον συνένοχοι τῶν συμμοριτῶν, οἵτινες ἐξαίφνης εἰσέδυσαν εἰς τὸ χωρίον. (304, 60, 566, 209)
headline: ΤΑ ΓΕΓΟΝΟΤΑ (87, 375, 270, 404)
ad-paragraph: Ὀρροδιαγνωσις Βασσέρμαν — Δούγκερ καὶ Βιδάλ. (1360, 1041, 1596, 1067)
ad-line: Ἐπισκεφθῆτε τὸ κατάστημα (1403, 512, 1553, 524)
article-paragraph: Ἀσφαλῆ τηλεγραφήματα βεβαιοῦν ὅτι αἱ Μ. Δυνάμεις ἔμειναν καθ' ὁλοκληρίαν σύμφωνοι ὅπως ὁ Βαλκανικὸς πόλεμος ἐντοπισθῇ καὶ ἀπεσοβήθη ὁριστικῶς ἡ ἐπέκτασις τοῦ πολέμου καὶ ἐν Εὐρώπῃ. (970, 750, 1346, 810)
story-paragraph: τοῦ μέχρι τοῦδε βίου του, τῶν σχέσεών του, ἐξήτασε τὰ τῆς γυναικολογίας του, τῆς καταγωγῆς του κλπ., εἶτα τὸν ἀπέβαλεν εἰς αὐτὸν τὴν ἰδιαιτέραν ἐξέτασιν. Τούτου γενομένου ὁ Φαρμάκης ἐπανῆλθε εἰς τὸ παρακείμενον δωμάτιον ὅπως ἐν τῇ ἀπουσίᾳ αὐτοῦ καὶ οἱ δύο ἰατροὶ ἔμειναν μόνοι. (428, 1708, 798, 1797)
headline: ΚΑΜΜΙΑ ΜΕΤΑΝΑΣΤΕΥΣΙΣ (660, 611, 878, 633)
ad-line: Ο ΙΑΤΡΟΣ (1360, 847, 1424, 861)
story-paragraph: Ἡ Ματθίλδη συνεδύαζε τὴν σωματικὴν καλλονὴν μετὰ τῆς πνευματικῆς ἀναπτύξεως. Πλὴν τῆς μητρικῆς γλώσσης ἐγνώριζε καὶ ἑτέρας γλώσσας, ἦτο δὲ λίαν αἰδήμων, σεμνὴ καὶ σοβαρὰ καὶ προὐκάλει τὸν θαυμασμὸν καὶ τὰς συμπαθείας τῶν γνωριζόντων αὐτήν. (1220, 1756, 1594, 1830)
story-paragraph: Ὁ ἰατρὸς τοῦ Φαρμάκη ἐρωτήσας ἔμαθεν ὅτι ὁ Νόρτον κατέλυεν εἰς τὸ «Χεδιβικὸν Ξενοδοχεῖον». Παραλαβὼν λοιπὸν τὸν Φαρμάκην διηυθύνθη πρὸς αὐτόν. (44, 1973, 414, 2018)
article-paragraph: «Κατ' ἐπίσημους πληροφορίας, ἐξακολουθεῖ ἡ πολιορκία τῆς Κρίβας καθισταμένη στενοτέρα καταστρεφομένων διὰ τῶν ἠλεκβολῶν τῶν λιθοκτίστων οἰκιῶν, ἐκ τῶν παραθύρων τῶν ὁποίων οἱ κομιτατζῆδες πυροβολοῦσιν ἐναντίον τῶν στρατιωτῶν. Οὐδεὶς τῶν συμμοριτῶν ἠδυνήθη νὰ διαφύγῃ ἀπὸ τὴν περισφιγγουσαν αὐτοὺς σιδηρᾶν ζώνην ἐξαχθέντων ὑπὸ τῶν ἀρχῶν μόνον τῶν γυναικοπαίδων. Προσέτι, ὅτι ἡ Κρίβα ἤτο πλήρης ἀποθήκη βομβῶν καὶ δυναμίτιδος, εἰς ἣν ἐπομηθεύοντο οἱ συμμορῖται. (66, 923, 291, 1178)
story-paragraph: Ἡ Ἑλληνὶς αὕτη διδασκάλισσα ἦτο ἡ Ματθίλδη Σκουρᾶ κόρη ἐξαιρέτου οἰκογενείας, τυχοῦσα λίαν ἐπιμεμελημένης παιδεύσεως καὶ ἀνατροφῆς, ἥτις μείνασα πρώιμος ὀρφανή, ἀποθανόντων τῶν γονέων της, ἠναγκάσθη νὰ μεταβῇ τὴν ἐλευθερίαν τῶν διδασκαλισσῶν ὅπως πορίζηται τὰ πρὸς τὸ ζῆν, ἀφοῦ εἶχε τὸ ἀτύχημα νὰ χάσῃ τόσον ἄνωρα τοὺς γονεῖς της, ὧν ὁ θάνατος προῆλθεν ἐκ τῆς λύπης καὶ τῶν ἠθικῶν καὶ ὑλι- (812, 1981, 1206, 2085)
story-paragraph: Οἱ τρόποι της, οἱ λεπτοὶ καὶ εὐγενεῖς, καὶ ἡ ἄκρα αὐτῆς σεμνότης, ἡ πραγματικὴ καὶ ἀπεριτήδευτος, προσείλκυον ὅλους ὅσοι τὴν ἐγνώριζον καὶ τὴν ἐπλησίαζον. (1220, 1834, 1594, 1878)
ad-makridis (580, 1292, 810, 1684)
headline: Η ΣΤΡΑΤΟΛΟΓΙΑ (696, 698, 842, 721)
ad-paragraph: Σπουδάσας ἐν Παρισίοις τὴν μικροσκοπικὴν ἐξέτασιν τῶν νόσων ἐξετάζει μικροσκοπικῶς καὶ διαγνώσκει τὸ πλεῖστον τῶν ὀξέων καὶ χρονίων νοσημάτων. Ἰδίως τῆς φθίσεως, συφιλίδα, βλεννόρροιαν, ἑλώδεις καὶ τυφοειδεῖς πυρετούς, μηνιγγίτιδα, δυσεντερίαν, νεφρίτιδα, γρίππην, ἀρθρίτιδα, ἀναιμίαν, ὅλα τὰ ἐπιδημικὰ καὶ δερματικὰ. (1360, 903, 1596, 1037)
